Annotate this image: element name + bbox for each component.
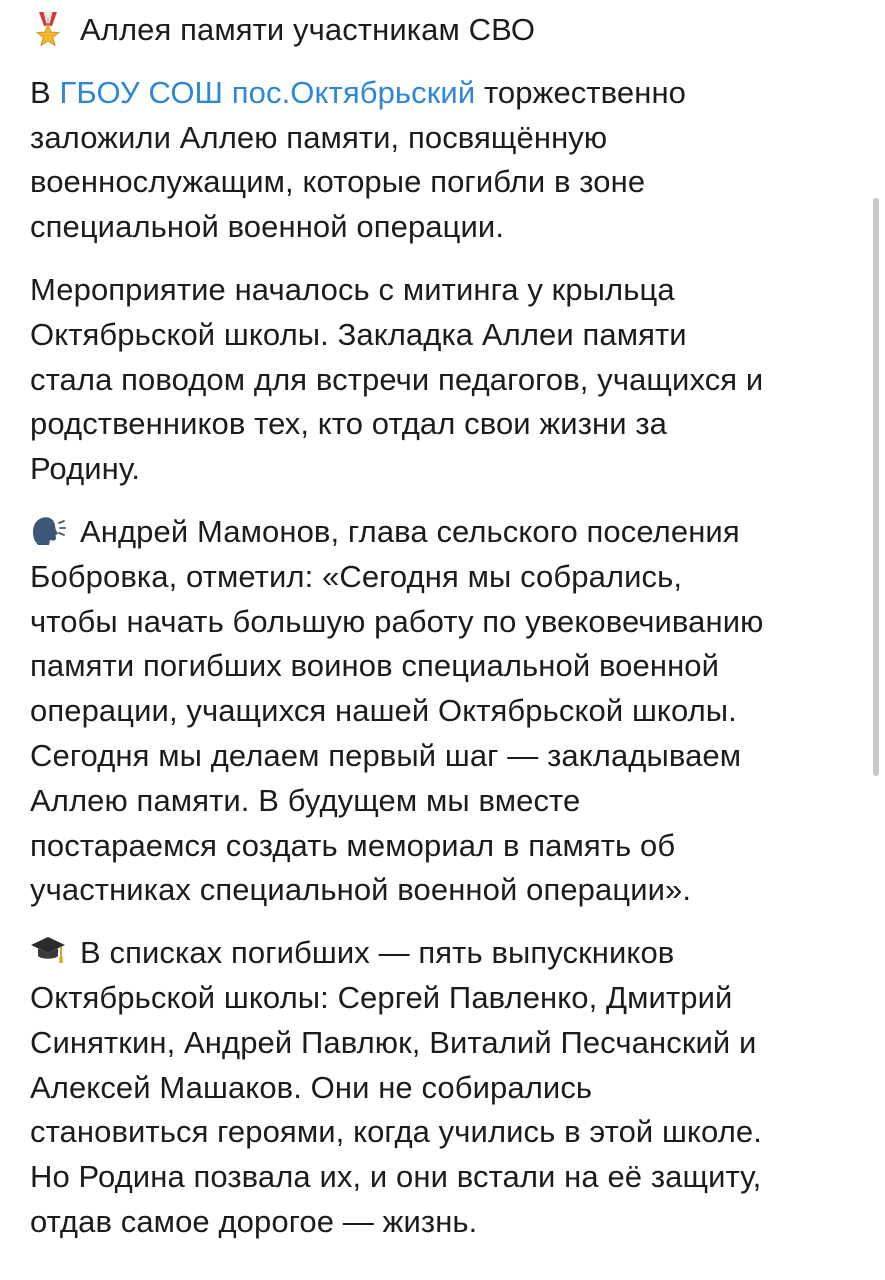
- paragraph-4-line-1: [30, 931, 865, 976]
- paragraph-3-line: чтобы начать большую работу по увековечиванию: [30, 603, 764, 639]
- paragraph-3-line: памяти погибших воинов специальной военной: [30, 648, 720, 684]
- paragraph-1-line-1: [30, 71, 865, 116]
- paragraph-4-first-line: В списках погибших — пять выпускников: [80, 935, 675, 971]
- post-title: [30, 8, 865, 53]
- paragraph-1-line-1-rest: торжественно: [475, 74, 687, 110]
- paragraph-2-line: Родину.: [30, 451, 141, 487]
- paragraph-2-line: Октябрьской школы. Закладка Аллеи памяти: [30, 316, 687, 352]
- paragraph-3-line: Бобровка, отметил: «Сегодня мы собрались,: [30, 558, 683, 594]
- paragraph-1-line: заложили Аллею памяти, посвящённую: [30, 119, 608, 155]
- paragraph-3-line: операции, учащихся нашей Октябрьской школы.: [30, 693, 737, 729]
- paragraph-2-line: стала поводом для встречи педагогов, учащихся и: [30, 361, 764, 397]
- speaking-head-icon: [30, 513, 66, 547]
- paragraph-3-line: Аллею памяти. В будущем мы вместе: [30, 782, 581, 818]
- paragraph-3-line: Сегодня мы делаем первый шаг — закладываем: [30, 737, 742, 773]
- title-text: Аллея памяти участникам СВО: [80, 12, 536, 47]
- paragraph-4: [30, 931, 865, 1245]
- paragraph-2: [30, 268, 865, 492]
- paragraph-3-line-1: [30, 510, 865, 555]
- graduation-cap-icon: [30, 934, 66, 968]
- paragraph-2-line: родственников тех, кто отдал свои жизни за: [30, 406, 668, 442]
- paragraph-1-line: военнослужащим, которые погибли в зоне: [30, 164, 646, 200]
- paragraph-4-line: Синяткин, Андрей Павлюк, Виталий Песчанский и: [30, 1024, 757, 1060]
- medal-icon: [30, 11, 66, 45]
- paragraph-1-prefix: В: [30, 74, 60, 110]
- school-link[interactable]: ГБОУ СОШ пос.Октябрьский: [59, 74, 476, 110]
- paragraph-3-line: участниках специальной военной операции».: [30, 872, 692, 908]
- paragraph-4-line: Но Родина позвала их, и они встали на её защиту,: [30, 1159, 762, 1195]
- paragraph-2-line: Мероприятие началось с митинга у крыльца: [30, 271, 675, 307]
- paragraph-3-first-line: Андрей Мамонов, глава сельского поселения: [80, 513, 740, 549]
- post-body: [30, 8, 865, 1263]
- paragraph-1-line: специальной военной операции.: [30, 209, 505, 245]
- paragraph-4-line: становиться героями, когда учились в этой школе.: [30, 1114, 762, 1150]
- paragraph-3: [30, 510, 865, 913]
- paragraph-4-line: Октябрьской школы: Сергей Павленко, Дмитрий: [30, 979, 733, 1015]
- paragraph-1: [30, 71, 865, 250]
- title-line: [30, 8, 865, 53]
- paragraph-4-line: Алексей Машаков. Они не собирались: [30, 1069, 593, 1105]
- vertical-scrollbar[interactable]: [873, 198, 879, 776]
- paragraph-3-line: постараемся создать мемориал в память об: [30, 827, 676, 863]
- paragraph-4-line: отдав самое дорогое — жизнь.: [30, 1203, 478, 1239]
